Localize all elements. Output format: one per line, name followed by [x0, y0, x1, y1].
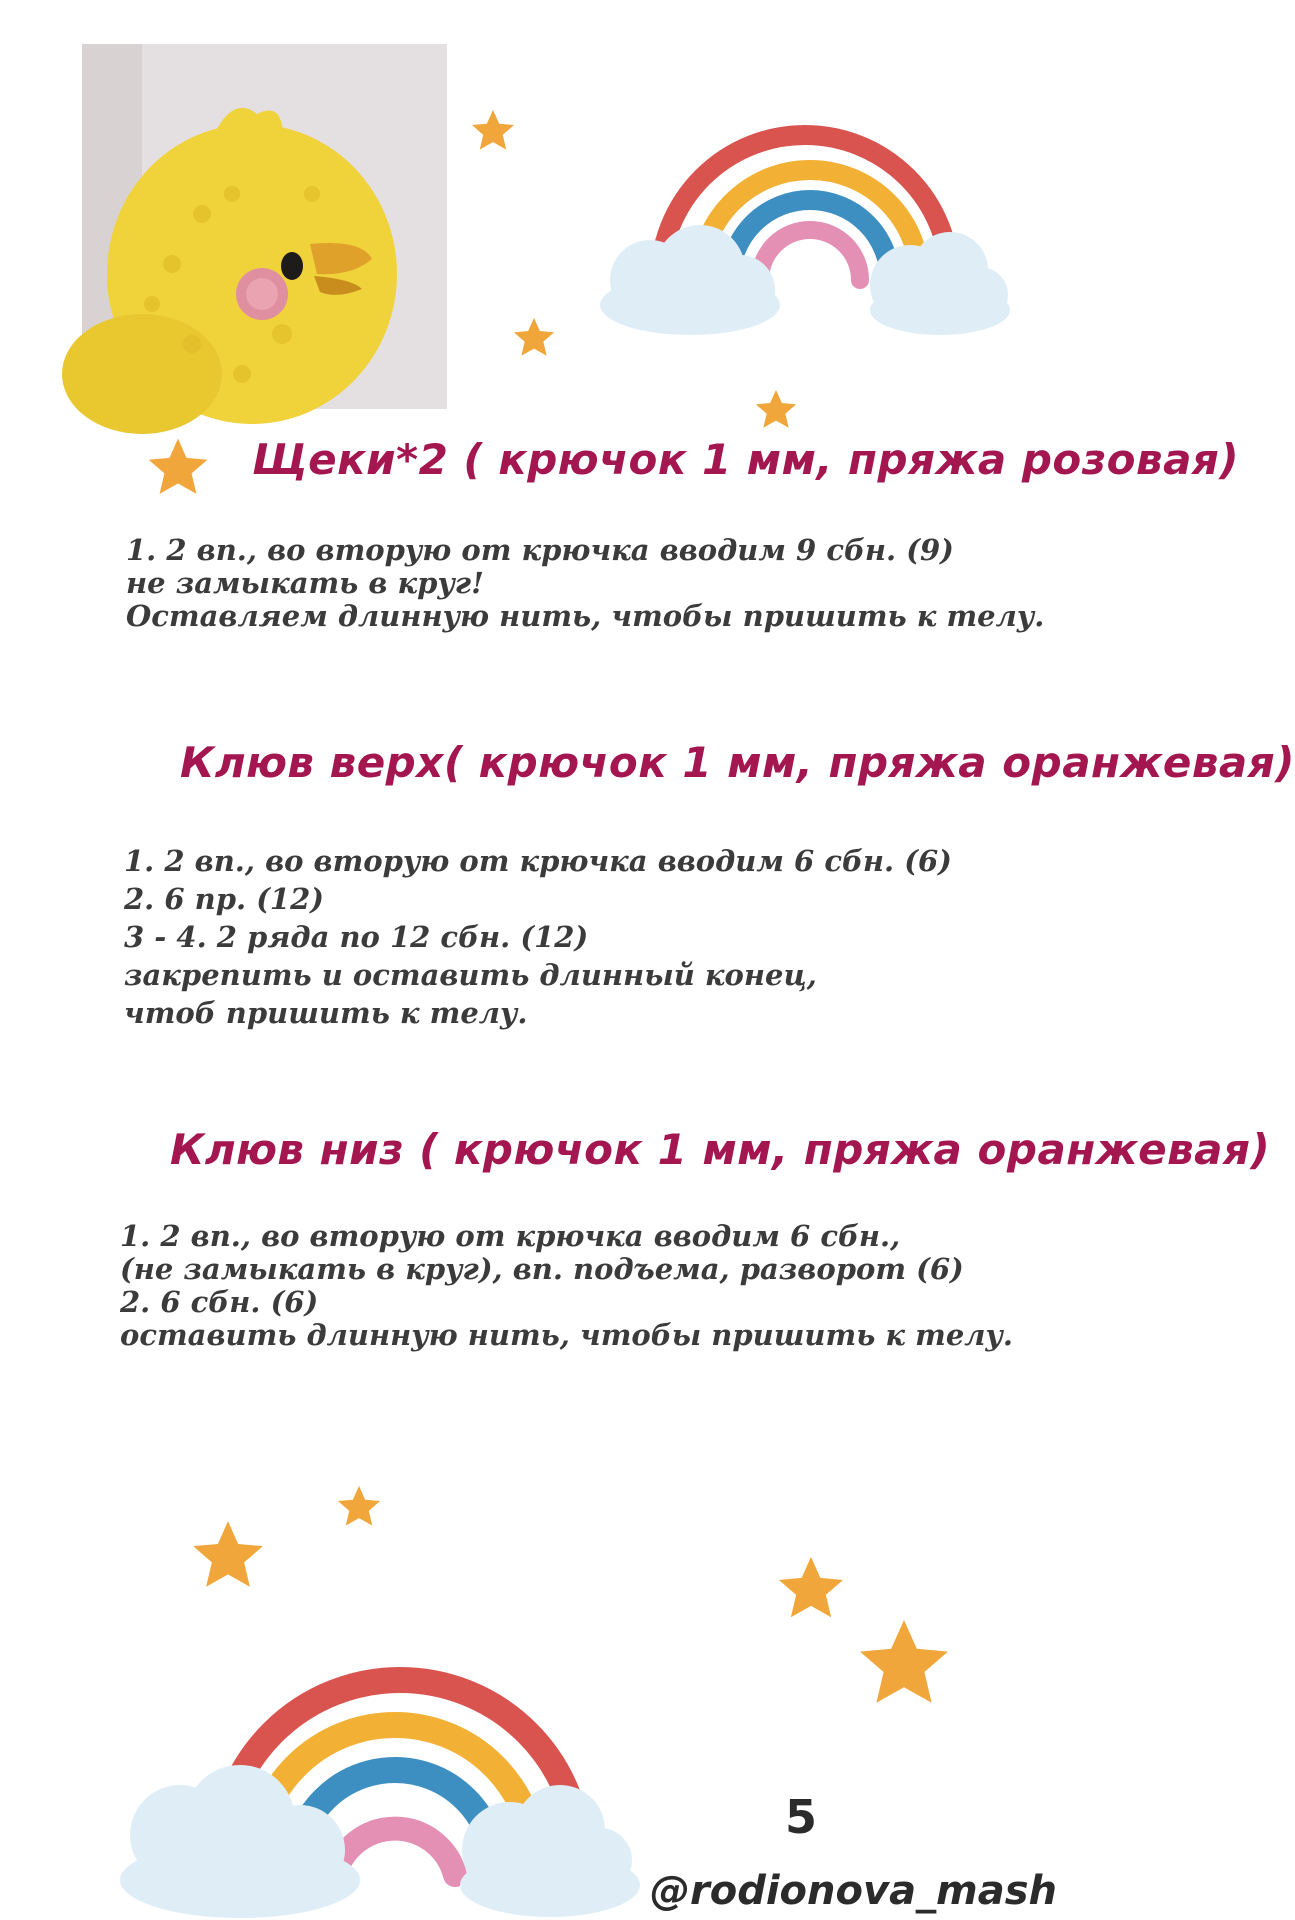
- section-body-cheeks: [126, 534, 1044, 633]
- chick-illustration: [82, 44, 447, 409]
- star-icon: [856, 1616, 952, 1712]
- rainbow-top: [590, 80, 1010, 340]
- section-title-beak-top: Клюв верх( крючок 1 мм, пряжа оранжевая): [180, 738, 1295, 787]
- instruction-line: 1. 2 вп., во вторую от крючка вводим 6 сбн.,: [120, 1219, 901, 1253]
- star-icon: [146, 436, 210, 500]
- author-handle: @rodionova_mash: [650, 1868, 1058, 1914]
- instruction-line: 2. 6 пр. (12): [124, 882, 324, 916]
- instruction-line: чтоб пришить к телу.: [124, 996, 528, 1030]
- instruction-line: 1. 2 вп., во вторую от крючка вводим 9 сбн. (9): [126, 533, 954, 567]
- rainbow-bottom: [110, 1580, 640, 1920]
- section-title-cheeks: Щеки*2 ( крючок 1 мм, пряжа розовая): [252, 435, 1240, 484]
- instruction-line: Оставляем длинную нить, чтобы пришить к телу.: [126, 599, 1045, 633]
- section-body-beak-top: [124, 842, 952, 1032]
- section-title-beak-bottom: Клюв низ ( крючок 1 мм, пряжа оранжевая): [170, 1125, 1271, 1174]
- page-number: 5: [785, 1790, 818, 1844]
- instruction-line: не замыкать в круг!: [126, 566, 484, 600]
- instruction-line: 1. 2 вп., во вторую от крючка вводим 6 сбн. (6): [124, 844, 952, 878]
- chick-photo: [82, 44, 447, 409]
- instruction-line: оставить длинную нить, чтобы пришить к телу.: [120, 1318, 1013, 1352]
- instruction-line: 3 - 4. 2 ряда по 12 сбн. (12): [124, 920, 589, 954]
- star-icon: [512, 316, 556, 360]
- star-icon: [754, 388, 798, 432]
- instruction-line: 2. 6 сбн. (6): [120, 1285, 319, 1319]
- star-icon: [336, 1484, 382, 1530]
- star-icon: [470, 108, 516, 154]
- instruction-line: закрепить и оставить длинный конец,: [124, 958, 817, 992]
- section-body-beak-bottom: [120, 1220, 1013, 1352]
- instruction-line: (не замыкать в круг), вп. подъема, разворот (6): [120, 1252, 964, 1286]
- star-icon: [776, 1554, 846, 1624]
